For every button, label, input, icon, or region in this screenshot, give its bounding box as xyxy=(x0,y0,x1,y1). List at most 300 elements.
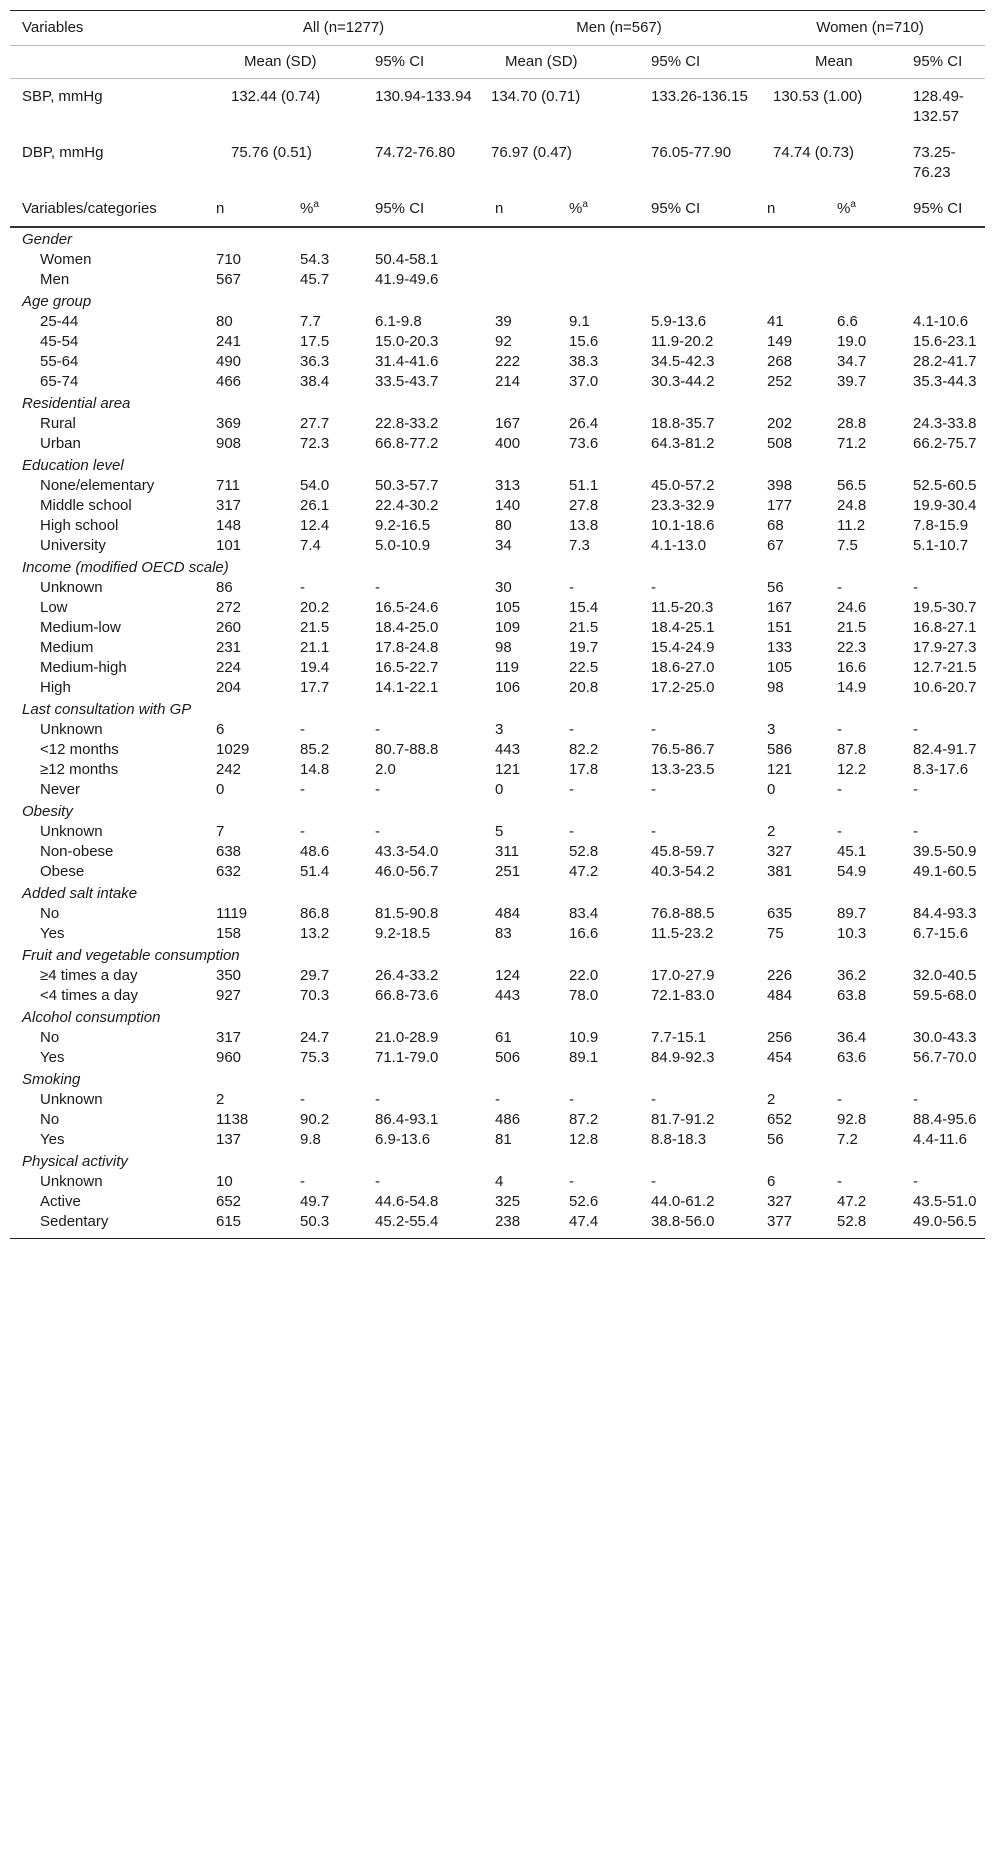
cell-value xyxy=(825,250,905,270)
cell-value: - xyxy=(651,823,657,840)
cell-value: 11.2 xyxy=(837,517,866,534)
table-row xyxy=(10,720,985,740)
cell-value xyxy=(483,270,557,290)
pct-superscript: a xyxy=(582,199,588,210)
cell-value: 54.0 xyxy=(300,477,330,494)
sections-body xyxy=(10,227,985,1239)
cell-value: 84.9-92.3 xyxy=(651,1049,715,1066)
row-label: Middle school xyxy=(40,497,132,514)
cell-value: 98 xyxy=(495,639,512,656)
cell-value: 490 xyxy=(216,353,242,370)
cell-value: - xyxy=(300,823,305,840)
row-label: Low xyxy=(40,599,68,616)
cell-value: 167 xyxy=(767,599,793,616)
table-row xyxy=(10,1110,985,1130)
table-row xyxy=(10,904,985,924)
cell-value: - xyxy=(837,1173,843,1190)
cell-value: 76.5-86.7 xyxy=(651,741,715,758)
cell-value: - xyxy=(913,1091,919,1108)
mean-men: 134.70 (0.71) xyxy=(483,79,639,134)
table-row xyxy=(10,1172,985,1192)
cell-value: 238 xyxy=(483,1212,557,1239)
cell-value xyxy=(639,270,755,290)
column-header-body xyxy=(10,189,985,227)
group-header-all: All (n=1277) xyxy=(204,11,483,46)
cell-value: 92.8 xyxy=(837,1111,867,1128)
cell-value: 90.2 xyxy=(300,1111,330,1128)
cell-value: 23.3-32.9 xyxy=(651,497,715,514)
cell-value: 2 xyxy=(767,1091,776,1108)
cell-value: 21.5 xyxy=(569,619,599,636)
row-label: Obese xyxy=(40,863,85,880)
row-label: Men xyxy=(40,271,70,288)
table-row xyxy=(10,760,985,780)
table-row xyxy=(10,1130,985,1150)
row-label: 45-54 xyxy=(40,333,79,350)
row-label: Medium-high xyxy=(40,659,127,676)
pct-superscript: a xyxy=(850,199,856,210)
row-label: 25-44 xyxy=(40,313,79,330)
cell-value: 31.4-41.6 xyxy=(375,353,439,370)
cell-value: 635 xyxy=(767,905,793,922)
row-label: Rural xyxy=(40,415,76,432)
cell-value: 15.6 xyxy=(569,333,599,350)
cell-value: - xyxy=(913,823,919,840)
cell-value: 76.8-88.5 xyxy=(651,905,715,922)
cell-value: 313 xyxy=(495,477,521,494)
category-title: Physical activity xyxy=(22,1153,128,1170)
category-row xyxy=(10,944,985,966)
cell-value: 148 xyxy=(216,517,242,534)
cell-value: 466 xyxy=(216,373,242,390)
cell-value: 17.0-27.9 xyxy=(651,967,715,984)
cell-value: 10.9 xyxy=(569,1029,599,1046)
cell-value: 101 xyxy=(216,537,242,554)
cell-value: 56.5 xyxy=(837,477,867,494)
cell-value: 2 xyxy=(216,1091,225,1108)
cell-value: 15.0-20.3 xyxy=(375,333,439,350)
table-row xyxy=(10,598,985,618)
cell-value: 22.8-33.2 xyxy=(375,415,439,432)
row-label: Unknown xyxy=(40,721,103,738)
cell-value: 51.1 xyxy=(569,477,599,494)
cell-value: 19.7 xyxy=(569,639,599,656)
row-label: Unknown xyxy=(40,1173,103,1190)
table-row xyxy=(10,740,985,760)
cell-value: 41.9-49.6 xyxy=(375,271,439,288)
mean-label: SBP, mmHg xyxy=(10,79,204,134)
category-title: Added salt intake xyxy=(22,885,138,902)
cell-value: 242 xyxy=(216,761,242,778)
table-row xyxy=(10,842,985,862)
cell-value xyxy=(557,250,639,270)
cell-value: 711 xyxy=(216,477,240,494)
cell-value xyxy=(639,250,755,270)
cell-value: 38.8-56.0 xyxy=(639,1212,755,1239)
cell-value: 56 xyxy=(767,1131,784,1148)
category-row xyxy=(10,290,985,312)
cell-value: 15.4 xyxy=(569,599,599,616)
cell-value: 10 xyxy=(216,1173,233,1190)
cell-value: 106 xyxy=(495,679,521,696)
cell-value: 615 xyxy=(204,1212,288,1239)
cell-value: 45.8-59.7 xyxy=(651,843,715,860)
cell-value: 241 xyxy=(216,333,242,350)
cell-value: 0 xyxy=(216,781,225,798)
cell-value: 0 xyxy=(767,781,776,798)
table-row xyxy=(10,966,985,986)
cell-value: - xyxy=(300,1173,305,1190)
cell-value: 4.4-11.6 xyxy=(913,1131,967,1148)
cell-value: 22.0 xyxy=(569,967,599,984)
category-row xyxy=(10,1006,985,1028)
cell-value: - xyxy=(300,781,305,798)
category-row xyxy=(10,556,985,578)
cell-value: 6.7-15.6 xyxy=(913,925,969,942)
cell-value: 17.2-25.0 xyxy=(651,679,715,696)
category-title: Alcohol consumption xyxy=(22,1009,161,1026)
cell-value: 39.5-50.9 xyxy=(913,843,977,860)
cell-value: 4.1-13.0 xyxy=(651,537,707,554)
table-row xyxy=(10,986,985,1006)
cell-value: 317 xyxy=(216,497,242,514)
cell-value: 272 xyxy=(216,599,242,616)
subheader-all-ci: 95% CI xyxy=(363,46,483,79)
cell-value: 86.8 xyxy=(300,905,330,922)
table-row xyxy=(10,780,985,800)
col-pct-women xyxy=(825,189,905,227)
row-label: Unknown xyxy=(40,579,103,596)
cell-value: 133 xyxy=(767,639,793,656)
cell-value: 28.8 xyxy=(837,415,867,432)
cell-value: 204 xyxy=(216,679,242,696)
cell-value: 268 xyxy=(767,353,793,370)
cell-value: 231 xyxy=(216,639,242,656)
cell-value: 67 xyxy=(767,537,784,554)
cell-value: 202 xyxy=(767,415,793,432)
category-row xyxy=(10,227,985,250)
cell-value: 17.9-27.3 xyxy=(913,639,977,656)
cell-value: 151 xyxy=(767,619,793,636)
table-row xyxy=(10,496,985,516)
row-label: ≥12 months xyxy=(40,761,119,778)
table-row xyxy=(10,1212,985,1239)
mean-all: 75.76 (0.51) xyxy=(231,144,312,161)
row-label: Active xyxy=(40,1193,81,1210)
row-label: 55-64 xyxy=(40,353,79,370)
mean-label: DBP, mmHg xyxy=(22,144,104,161)
cell-value: 652 xyxy=(216,1193,242,1210)
cell-value: 105 xyxy=(495,599,521,616)
subheader-women-ci: 95% CI xyxy=(905,46,985,79)
cell-value: 64.3-81.2 xyxy=(651,435,715,452)
cell-value: 960 xyxy=(216,1049,242,1066)
cell-value: 92 xyxy=(495,333,512,350)
header-row-columns xyxy=(10,189,985,227)
cell-value: 72.3 xyxy=(300,435,330,452)
mean-women: 130.53 (1.00) xyxy=(755,79,905,134)
cell-value: 46.0-56.7 xyxy=(375,863,439,880)
cell-value: 21.1 xyxy=(300,639,330,656)
cell-value: 484 xyxy=(767,987,793,1004)
cell-value: 260 xyxy=(216,619,242,636)
table-row xyxy=(10,372,985,392)
category-row xyxy=(10,1068,985,1090)
cell-value: 82.2 xyxy=(569,741,599,758)
cell-value: 59.5-68.0 xyxy=(913,987,977,1004)
cell-value: 54.9 xyxy=(837,863,867,880)
header-row-groups xyxy=(10,11,985,46)
cell-value: 8.3-17.6 xyxy=(913,761,969,778)
cell-value: 72.1-83.0 xyxy=(651,987,715,1004)
cell-value: 73.6 xyxy=(569,435,599,452)
cell-value: 81.7-91.2 xyxy=(651,1111,715,1128)
row-label: Medium xyxy=(40,639,94,656)
category-title: Residential area xyxy=(22,395,131,412)
cell-value: 7.8-15.9 xyxy=(913,517,969,534)
row-label: Yes xyxy=(40,1049,65,1066)
cell-value: 61 xyxy=(495,1029,512,1046)
subheader-women-mean: Mean xyxy=(755,46,905,79)
table-row xyxy=(10,312,985,332)
cell-value: 311 xyxy=(495,843,519,860)
row-label: No xyxy=(40,1029,60,1046)
cell-value: 10.6-20.7 xyxy=(913,679,977,696)
group-header-women: Women (n=710) xyxy=(755,11,985,46)
table-row xyxy=(10,1090,985,1110)
cell-value: 36.3 xyxy=(300,353,330,370)
cell-value: 5.0-10.9 xyxy=(375,537,431,554)
cell-value: 3 xyxy=(767,721,776,738)
cell-value: 86.4-93.1 xyxy=(375,1111,439,1128)
mean-women: 74.74 (0.73) xyxy=(773,144,854,161)
cell-value: 24.7 xyxy=(300,1029,330,1046)
data-table xyxy=(10,10,985,1239)
cell-value: 51.4 xyxy=(300,863,330,880)
cell-value: 52.5-60.5 xyxy=(913,477,977,494)
cell-value: - xyxy=(375,1091,380,1108)
table-row xyxy=(10,862,985,882)
category-row xyxy=(10,454,985,476)
cell-value: 1029 xyxy=(216,741,250,758)
cell-value: 19.9-30.4 xyxy=(913,497,977,514)
cell-value: 4.1-10.6 xyxy=(913,313,969,330)
cell-value: 47.2 xyxy=(837,1193,867,1210)
cell-value: 12.2 xyxy=(837,761,867,778)
subheader-men-mean: Mean (SD) xyxy=(483,46,639,79)
cell-value: 14.8 xyxy=(300,761,330,778)
cell-value: 71.1-79.0 xyxy=(375,1049,439,1066)
cell-value: 381 xyxy=(767,863,793,880)
cell-value: 19.0 xyxy=(837,333,867,350)
table-row xyxy=(10,352,985,372)
cell-value: 350 xyxy=(216,967,242,984)
cell-value: 16.8-27.1 xyxy=(913,619,977,636)
mean-all: 132.44 (0.74) xyxy=(204,79,363,134)
cell-value: 50.3-57.7 xyxy=(375,477,439,494)
cell-value: 27.8 xyxy=(569,497,599,514)
row-label: No xyxy=(40,905,60,922)
cell-value: - xyxy=(651,1091,657,1108)
cell-value: 398 xyxy=(767,477,793,494)
cell-value: 66.8-77.2 xyxy=(375,435,439,452)
cell-value: 121 xyxy=(495,761,521,778)
cell-value: 1138 xyxy=(216,1111,249,1128)
cell-value: 6.9-13.6 xyxy=(375,1131,431,1148)
mean-women-ci: 73.25-76.23 xyxy=(913,144,956,181)
row-label: University xyxy=(40,537,106,554)
cell-value: - xyxy=(495,1091,501,1108)
row-label: Unknown xyxy=(40,823,103,840)
mean-men: 76.97 (0.47) xyxy=(491,144,572,161)
cell-value: 16.6 xyxy=(569,925,599,942)
mean-men-ci: 76.05-77.90 xyxy=(651,144,732,161)
subheader-men-ci: 95% CI xyxy=(639,46,755,79)
cell-value: 30.0-43.3 xyxy=(913,1029,977,1046)
cell-value: - xyxy=(651,579,657,596)
cell-value: 84.4-93.3 xyxy=(913,905,977,922)
cell-value: - xyxy=(569,781,575,798)
cell-value: 32.0-40.5 xyxy=(913,967,977,984)
cell-value: 167 xyxy=(495,415,521,432)
cell-value: 927 xyxy=(216,987,242,1004)
cell-value: 71.2 xyxy=(837,435,867,452)
cell-value: 22.3 xyxy=(837,639,867,656)
cell-value: 28.2-41.7 xyxy=(913,353,977,370)
cell-value: 18.4-25.1 xyxy=(651,619,715,636)
table-row xyxy=(10,924,985,944)
cell-value: 86 xyxy=(216,579,233,596)
cell-value: 9.2-18.5 xyxy=(375,925,431,942)
mean-all-ci: 74.72-76.80 xyxy=(375,144,456,161)
table-row xyxy=(10,434,985,454)
cell-value: 89.7 xyxy=(837,905,867,922)
cell-value: 5.9-13.6 xyxy=(651,313,707,330)
row-label: Women xyxy=(40,251,92,268)
col-label-header: Variables/categories xyxy=(10,189,204,227)
category-row xyxy=(10,1150,985,1172)
cell-value: 17.5 xyxy=(300,333,330,350)
cell-value: 17.8 xyxy=(569,761,599,778)
cell-value: 484 xyxy=(495,905,521,922)
table-row xyxy=(10,536,985,556)
cell-value: - xyxy=(569,721,575,738)
cell-value: 121 xyxy=(767,761,793,778)
cell-value: - xyxy=(375,579,380,596)
col-ci-men: 95% CI xyxy=(639,189,755,227)
cell-value: 652 xyxy=(767,1111,793,1128)
table-row xyxy=(10,250,985,270)
cell-value: 40.3-54.2 xyxy=(651,863,715,880)
cell-value: 68 xyxy=(767,517,784,534)
cell-value: 80 xyxy=(495,517,512,534)
cell-value: 7 xyxy=(216,823,225,840)
row-label: Urban xyxy=(40,435,81,452)
cell-value: - xyxy=(569,579,575,596)
cell-value: 0 xyxy=(495,781,504,798)
cell-value: - xyxy=(651,1173,657,1190)
pct-symbol: % xyxy=(300,200,314,217)
cell-value: 11.5-23.2 xyxy=(651,925,714,942)
cell-value: 49.7 xyxy=(300,1193,330,1210)
cell-value: 19.4 xyxy=(300,659,330,676)
cell-value: 43.3-54.0 xyxy=(375,843,439,860)
cell-value: - xyxy=(300,1091,305,1108)
cell-value: - xyxy=(651,721,657,738)
cell-value: 52.8 xyxy=(825,1212,905,1239)
cell-value: 377 xyxy=(755,1212,825,1239)
cell-value xyxy=(825,270,905,290)
cell-value: 12.8 xyxy=(569,1131,599,1148)
cell-value: 8.8-18.3 xyxy=(651,1131,707,1148)
header-row-sub xyxy=(10,46,985,79)
cell-value: 256 xyxy=(767,1029,793,1046)
cell-value: 12.7-21.5 xyxy=(913,659,977,676)
table-row xyxy=(10,1028,985,1048)
cell-value: 149 xyxy=(767,333,793,350)
cell-value: 22.5 xyxy=(569,659,599,676)
cell-value: 87.2 xyxy=(569,1111,599,1128)
cell-value: 119 xyxy=(495,659,519,676)
cell-value: - xyxy=(837,781,843,798)
cell-value: 443 xyxy=(495,741,521,758)
cell-value: 49.0-56.5 xyxy=(905,1212,985,1239)
cell-value: 45.0-57.2 xyxy=(651,477,715,494)
category-title: Smoking xyxy=(22,1071,81,1088)
group-header-men: Men (n=567) xyxy=(483,11,755,46)
row-label: High school xyxy=(40,517,119,534)
cell-value: 75.3 xyxy=(300,1049,330,1066)
row-label: 65-74 xyxy=(40,373,79,390)
cell-value: 24.8 xyxy=(837,497,867,514)
cell-value: 567 xyxy=(216,271,242,288)
cell-value: 47.2 xyxy=(569,863,599,880)
cell-value: 19.5-30.7 xyxy=(913,599,977,616)
cell-value: 27.7 xyxy=(300,415,330,432)
cell-value: 44.0-61.2 xyxy=(651,1193,715,1210)
cell-value: 908 xyxy=(216,435,242,452)
cell-value: - xyxy=(569,823,575,840)
col-pct-all xyxy=(288,189,363,227)
pct-symbol: % xyxy=(837,200,851,217)
cell-value: 1119 xyxy=(216,905,248,922)
row-label: High xyxy=(40,679,71,696)
col-n-men: n xyxy=(483,189,557,227)
cell-value: 21.5 xyxy=(300,619,330,636)
cell-value: 43.5-51.0 xyxy=(913,1193,977,1210)
cell-value: 137 xyxy=(216,1131,242,1148)
cell-value: 140 xyxy=(495,497,521,514)
row-label: Unknown xyxy=(40,1091,103,1108)
cell-value: 24.6 xyxy=(837,599,867,616)
cell-value: 85.2 xyxy=(300,741,330,758)
cell-value xyxy=(905,250,985,270)
cell-value: 7.7 xyxy=(300,313,321,330)
cell-value: 30.3-44.2 xyxy=(651,373,715,390)
cell-value: 317 xyxy=(216,1029,242,1046)
row-label: Sedentary xyxy=(10,1212,204,1239)
table-row xyxy=(10,476,985,496)
cell-value: 56 xyxy=(767,579,784,596)
cell-value: 36.2 xyxy=(837,967,867,984)
row-label: ≥4 times a day xyxy=(40,967,138,984)
cell-value: 80 xyxy=(216,313,233,330)
category-row xyxy=(10,392,985,414)
mean-all-ci: 130.94-133.94 xyxy=(363,79,483,134)
cell-value: 26.4 xyxy=(569,415,599,432)
cell-value: 13.3-23.5 xyxy=(651,761,715,778)
cell-value: 39 xyxy=(495,313,512,330)
